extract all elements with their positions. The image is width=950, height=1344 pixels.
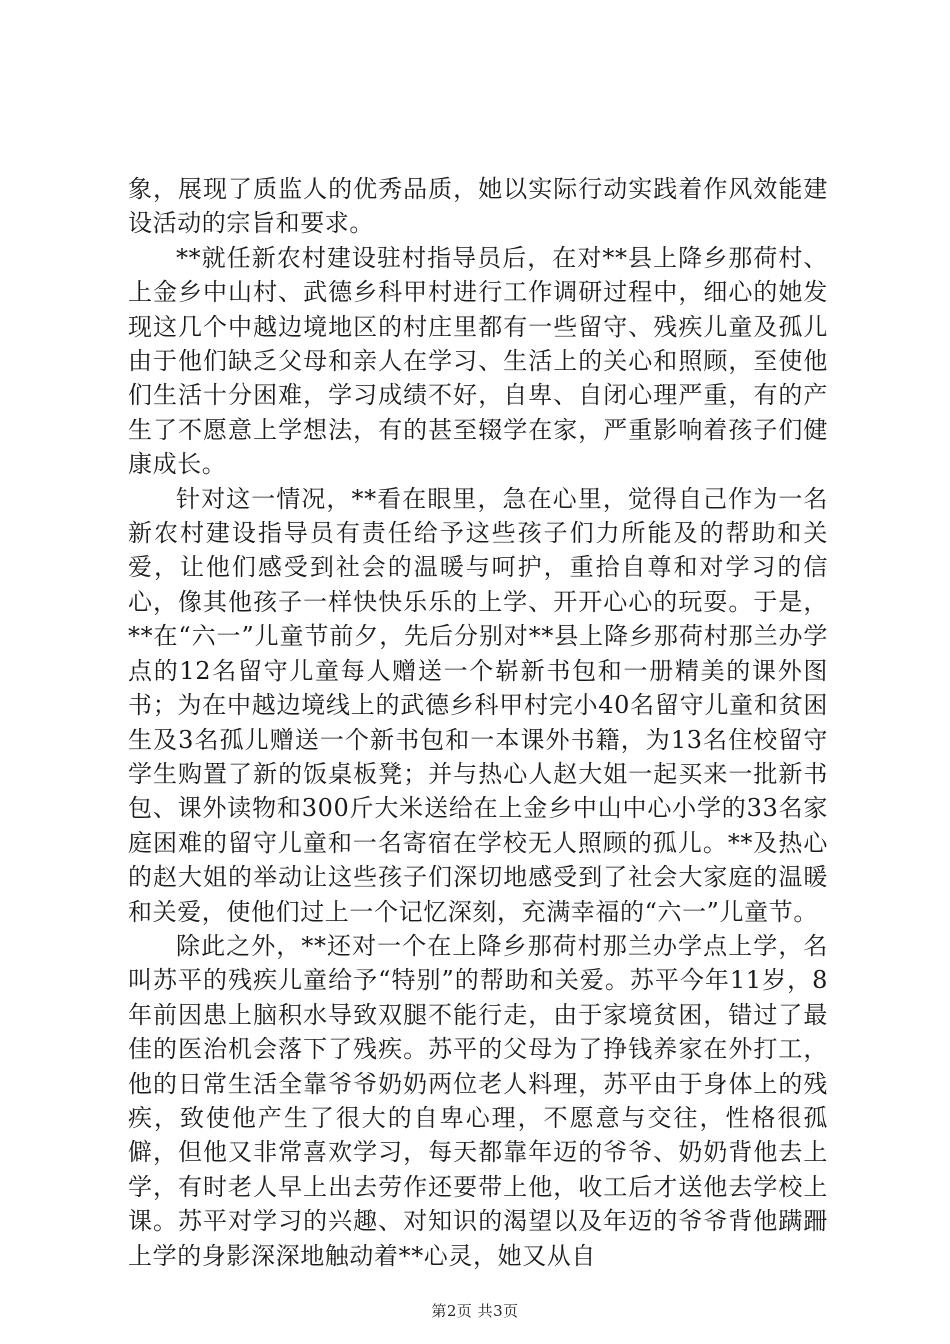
page-footer: 第2页 共3页 <box>431 1302 519 1320</box>
paragraph: 针对这一情况，**看在眼里，急在心里，觉得自己作为一名新农村建设指导员有责任给予这些孩子们力所能及的帮助和关爱，让他们感受到社会的温暖与呵护，重拾自尊和对学习的信心，像其他孩子一样快快乐乐的上学、开开心心的玩耍。于是，**在“六一”儿童节前夕，先后分别对**县上降乡那荷村那兰办学点的12名留守儿童每人赠送一个崭新书包和一册精美的课外图书；为在中越边境线上的武德乡科甲村完小40名留守儿童和贫困生及3名孤儿赠送一个新书包和一本课外书籍，为13名住校留守学生购置了新的饭桌板凳；并与热心人赵大姐一起买来一批新书包、课外读物和300斤大米送给在上金乡中山中心小学的33名家庭困难的留守儿童和一名寄宿在学校无人照顾的孤儿。**及热心的赵大姐的举动让这些孩子们深切地感受到了社会大家庭的温暖和关爱，使他们过上一个记忆深刻，充满幸福的“六一”儿童节。 <box>128 484 828 926</box>
document-body <box>128 172 828 1273</box>
paragraph: **就任新农村建设驻村指导员后，在对**县上降乡那荷村、上金乡中山村、武德乡科甲村进行工作调研过程中，细心的她发现这几个中越边境地区的村庄里都有一些留守、残疾儿童及孤儿由于他们缺乏父母和亲人在学习、生活上的关心和照顾，至使他们生活十分困难，学习成绩不好，自卑、自闭心理严重，有的产生了不愿意上学想法，有的甚至辍学在家，严重影响着孩子们健康成长。 <box>128 243 828 479</box>
paragraph: 除此之外，**还对一个在上降乡那荷村那兰办学点上学，名叫苏平的残疾儿童给予“特别”的帮助和关爱。苏平今年11岁，8年前因患上脑积水导致双腿不能行走，由于家境贫困，错过了最佳的医治机会落下了残疾。苏平的父母为了挣钱养家在外打工，他的日常生活全靠爷爷奶奶两位老人料理，苏平由于身体上的残疾，致使他产生了很大的自卑心理，不愿意与交往，性格很孤僻，但他又非常喜欢学习，每天都靠年迈的爷爷、奶奶背他去上学，有时老人早上出去劳作还要带上他，收工后才送他去学校上课。苏平对学习的兴趣、对知识的渴望以及年迈的爷爷背他蹒跚上学的身影深深地触动着**心灵，她又从自 <box>128 931 828 1270</box>
paragraph-continuation: 象，展现了质监人的优秀品质，她以实际行动实践着作风效能建设活动的宗旨和要求。 <box>128 175 828 238</box>
